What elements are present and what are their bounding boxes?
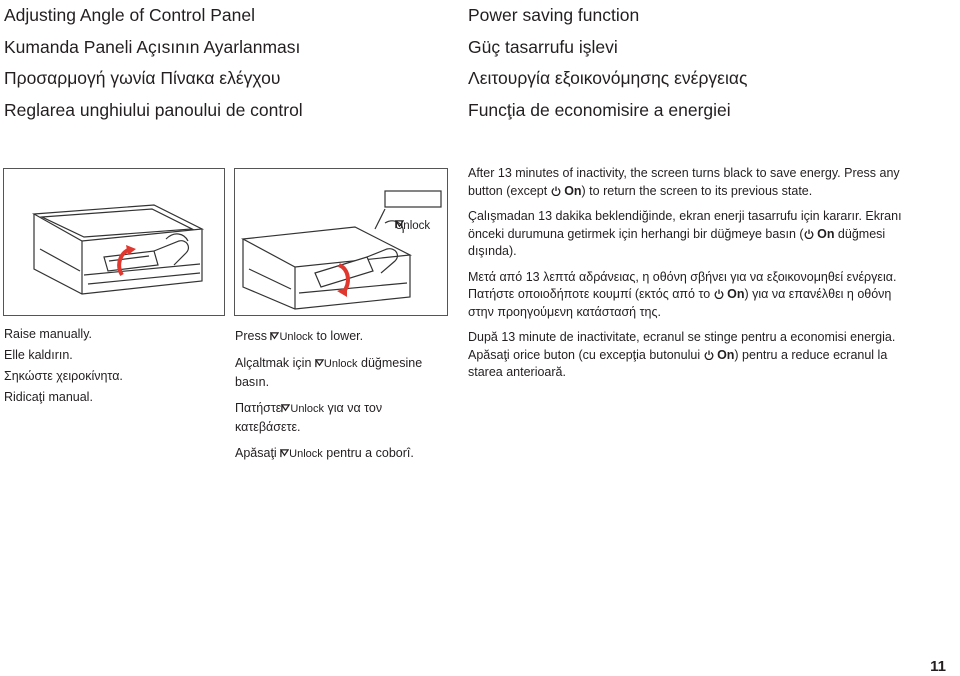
left-heading-tr: Kumanda Paneli Açısının Ayarlanması <box>4 36 301 57</box>
lower-caption-tr: Alçaltmak için Unlock düğmesine basın. <box>235 355 423 389</box>
raise-caption <box>4 324 224 408</box>
left-heading <box>4 0 303 126</box>
raise-caption-tr: Elle kaldırın. <box>4 348 73 362</box>
printer-lower-drawing <box>235 169 447 315</box>
left-heading-el: Προσαρμογή γωνία Πίνακα ελέγχου <box>4 68 281 88</box>
unlock-triangle-icon <box>315 359 324 368</box>
lower-caption-en: Press Unlock to lower. <box>235 329 364 343</box>
raise-caption-el: Σηκώστε χειροκίνητα. <box>4 369 123 383</box>
right-heading-tr: Güç tasarrufu işlevi <box>468 36 618 57</box>
left-heading-en: Adjusting Angle of Control Panel <box>4 5 255 25</box>
left-heading-ro: Reglarea unghiului panoului de control <box>4 99 303 120</box>
unlock-button-label <box>395 220 430 232</box>
right-heading <box>468 0 747 126</box>
power-text-ro: După 13 minute de inactivitate, ecranul se stinge pentru a economisi energia. Apăsaţi orice buton (cu excepţia butonului On) pentru a reduce ecranul la starea anterioară. <box>468 330 896 379</box>
unlock-label-text: Unlock <box>395 220 431 232</box>
right-heading-el: Λειτουργία εξοικονόμησης ενέργειας <box>468 68 748 88</box>
power-text-tr: Çalışmadan 13 dakika beklendiğinde, ekran enerji tasarrufu için kararır. Ekranı önceki durumuna getirmek için herhangi bir düğmeye basın ( On düğmesi dışında). <box>468 209 902 258</box>
power-icon <box>804 229 814 239</box>
printer-raise-drawing <box>4 169 224 315</box>
right-heading-ro: Funcţia de economisire a energiei <box>468 99 731 120</box>
lower-caption-el: Πατήστε Unlock για να τον κατεβάσετε. <box>235 400 383 434</box>
lower-caption <box>235 327 447 470</box>
power-saving-text <box>468 165 920 390</box>
lower-caption-ro: Apăsaţi Unlock pentru a coborî. <box>235 445 414 460</box>
unlock-triangle-icon <box>395 220 404 229</box>
right-heading-en: Power saving function <box>468 5 640 25</box>
power-text-en: After 13 minutes of inactivity, the screen turns black to save energy. Press any button (except On) to return the screen to its previous state. <box>468 166 900 198</box>
raise-caption-ro: Ridicaţi manual. <box>4 390 93 404</box>
power-text-el: Μετά από 13 λεπτά αδράνειας, η οθόνη σβήνει για να εξοικονομηθεί ενέργεια. Πατήστε οποιοδήποτε κουμπί (εκτός από το On) για να επανέλθει η οθόνη στην προηγούμενη κατάστασή της. <box>468 269 897 319</box>
power-icon <box>551 186 561 196</box>
power-icon <box>704 350 714 360</box>
raise-panel-illustration <box>3 168 225 316</box>
lower-panel-illustration <box>234 168 448 316</box>
unlock-triangle-icon <box>280 449 289 458</box>
page-number: 11 <box>930 658 946 675</box>
power-icon <box>714 289 724 299</box>
raise-caption-en: Raise manually. <box>4 327 93 341</box>
